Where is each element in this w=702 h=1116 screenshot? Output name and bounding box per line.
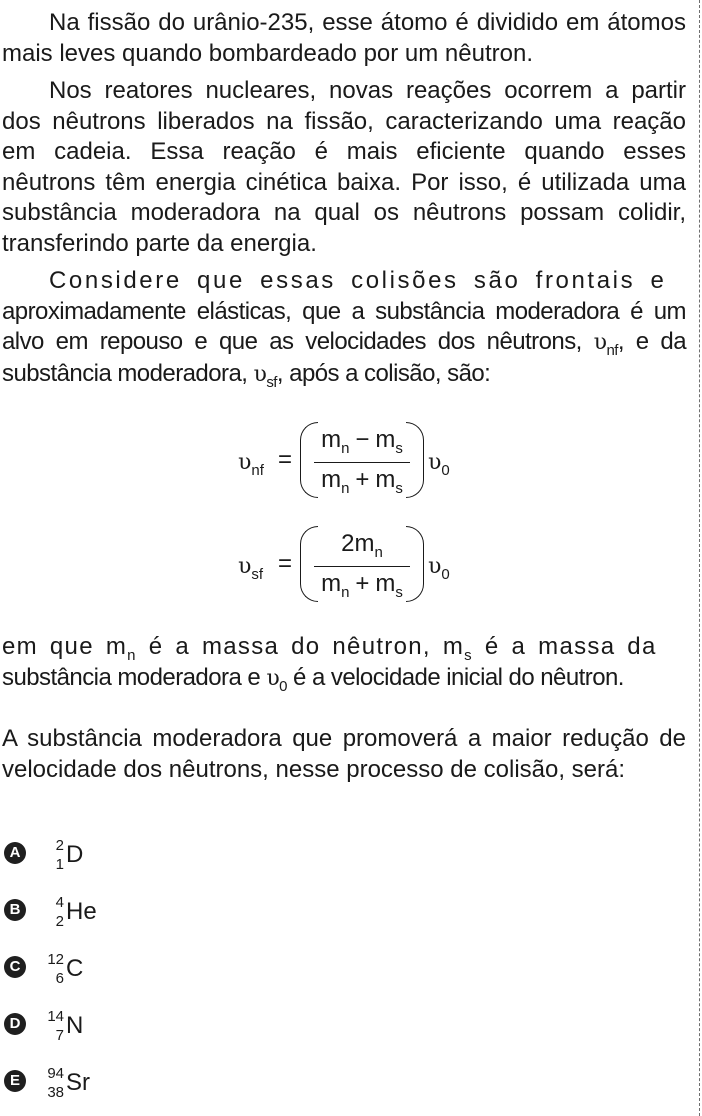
option-c[interactable] (4, 950, 304, 990)
minus-sign: − (355, 426, 370, 453)
element-symbol: N (66, 1012, 84, 1039)
explanation-text: em que m (2, 633, 128, 660)
element-symbol: D (66, 841, 84, 868)
paragraph-collisions (2, 266, 686, 390)
nuclide-numbers (42, 1064, 64, 1104)
subscript: n (127, 647, 137, 664)
mass-symbol: m (375, 426, 396, 453)
velocity-symbol: υ (253, 361, 267, 387)
subscript: s (395, 440, 403, 457)
subscript-sf: sf (266, 373, 277, 391)
option-d[interactable] (4, 1007, 304, 1047)
mass-symbol: m (321, 570, 342, 597)
mass-symbol: m (321, 426, 342, 453)
explanation-text: é a velocidade inicial do nêutron. (286, 663, 624, 691)
option-letter-badge: E (4, 1070, 26, 1092)
formula-lhs (238, 552, 264, 583)
option-letter-badge: D (4, 1013, 26, 1035)
fraction-bar (314, 566, 410, 567)
nuclide-numbers (42, 1007, 64, 1047)
mass-number: 4 (55, 894, 64, 911)
subscript: nf (251, 462, 264, 479)
element-symbol: C (66, 955, 84, 982)
nuclide-numbers (42, 950, 64, 990)
subscript: 0 (279, 677, 287, 695)
fraction-numerator (316, 426, 408, 457)
explanation-text: é a massa do nêutron, m (136, 633, 465, 660)
fraction-numerator (316, 530, 408, 561)
nuclide-numbers (42, 836, 64, 876)
element-symbol: He (66, 898, 97, 925)
initial-velocity (428, 448, 450, 479)
velocity-symbol: υ (266, 665, 280, 691)
subscript: sf (251, 566, 264, 583)
plus-sign: + (355, 466, 370, 493)
explanation-text: substância moderadora e (2, 663, 267, 691)
paragraph-reactors: Nos reatores nucleares, novas reações ocorrem a partir dos nêutrons liberados na fissão, caracterizando uma reação em cadeia. Essa reação é mais eficiente quando esses nêutrons têm energia cinética baixa. Por isso, é utilizada uma substância moderadora na qual os nêutrons possam colidir, transferindo parte da energia. (2, 77, 686, 257)
explanation-line-2 (2, 663, 686, 695)
subscript-nf: nf (606, 342, 618, 359)
equals-sign: = (278, 550, 293, 577)
fraction-bar (314, 462, 410, 463)
collisions-first-line: Considere que essas colisões são frontais e (49, 267, 667, 294)
atomic-number: 38 (47, 1084, 64, 1101)
mass-symbol: m (375, 570, 396, 597)
explanation-text: é a massa da (472, 633, 657, 660)
explanation-line-1 (2, 632, 686, 663)
formula-lhs (238, 448, 264, 479)
subscript: 0 (441, 462, 450, 479)
option-letter-badge: C (4, 956, 26, 978)
collisions-rest (2, 297, 686, 391)
nuclide-numbers (42, 893, 64, 933)
option-a[interactable] (4, 836, 304, 876)
equals-sign: = (278, 446, 293, 473)
right-parenthesis (406, 422, 424, 498)
subscript: 0 (441, 566, 450, 583)
collisions-text-c: , após a colisão, são: (276, 359, 491, 387)
initial-velocity (428, 552, 450, 583)
collisions-text-a: aproximadamente elásticas, que a substância moderadora é um alvo em repouso e que as velocidades dos nêutrons, (2, 297, 686, 355)
mass-number: 94 (47, 1065, 64, 1082)
formula-moderator-velocity (0, 522, 702, 608)
velocity-symbol: υ (428, 450, 442, 475)
mass-number: 14 (47, 1008, 64, 1025)
subscript: s (395, 584, 403, 601)
option-e[interactable] (4, 1064, 304, 1104)
question-stem: A substância moderadora que promoverá a maior redução de velocidade dos nêutrons, nesse processo de colisão, será: (2, 725, 686, 783)
fraction-denominator (316, 466, 408, 497)
atomic-number: 1 (55, 856, 64, 873)
mass-symbol: m (375, 466, 396, 493)
formula-neutron-velocity (0, 418, 702, 504)
option-letter-badge: B (4, 899, 26, 921)
mass-number: 12 (47, 951, 64, 968)
subscript: s (464, 647, 473, 664)
velocity-symbol: υ (428, 554, 442, 579)
explanation (2, 632, 686, 694)
right-parenthesis (406, 526, 424, 602)
mass-symbol: 2m (341, 530, 375, 557)
subscript: n (374, 544, 383, 561)
velocity-symbol: υ (238, 450, 252, 475)
subscript: n (341, 440, 350, 457)
mass-symbol: m (321, 466, 342, 493)
plus-sign: + (355, 570, 370, 597)
collisions-text-b: , e da substância moderadora, (2, 328, 687, 387)
velocity-symbol: υ (238, 554, 252, 579)
paragraph-fission: Na fissão do urânio-235, esse átomo é dividido em átomos mais leves quando bombardeado por um nêutron. (2, 9, 686, 67)
mass-number: 2 (55, 837, 64, 854)
atomic-number: 2 (55, 913, 64, 930)
atomic-number: 7 (55, 1027, 64, 1044)
element-symbol: Sr (66, 1069, 90, 1096)
passage (2, 8, 686, 390)
velocity-symbol: υ (593, 330, 607, 355)
option-letter-badge: A (4, 842, 26, 864)
option-b[interactable] (4, 893, 304, 933)
subscript: s (395, 480, 403, 497)
subscript: n (341, 480, 350, 497)
fraction-denominator (316, 570, 408, 601)
atomic-number: 6 (55, 970, 64, 987)
subscript: n (341, 584, 350, 601)
